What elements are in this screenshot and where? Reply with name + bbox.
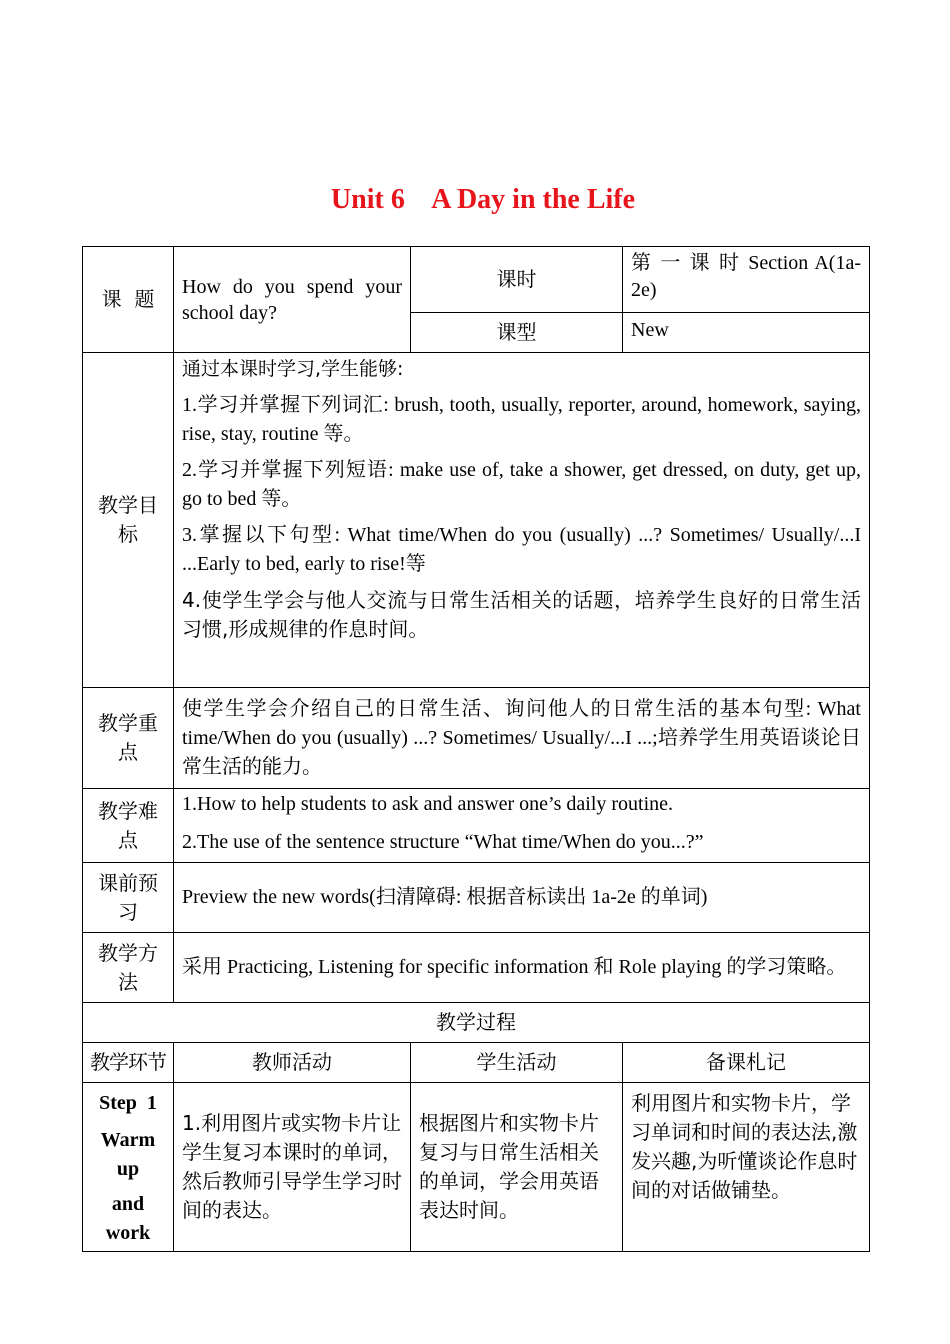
- methods-label: 教学方法: [83, 933, 174, 1003]
- process-header-row: [83, 1043, 870, 1083]
- period-value: 第 一 课 时 Section A(1a-2e): [623, 247, 870, 313]
- objective-item-3: 3.掌握以下句型: What time/When do you (usually) ...? Sometimes/ Usually/...I ...Early to bed, early to rise!等: [182, 524, 861, 575]
- student-activity: 根据图片和实物卡片复习与日常生活相关的单词，学会用英语表达时间。: [411, 1083, 623, 1252]
- step-cell: [83, 1083, 174, 1252]
- document-title: Unit 6 A Day in the Life: [330, 184, 636, 215]
- methods-text: 采用 Practicing, Listening for specific information 和 Role playing 的学习策略。: [174, 933, 870, 1003]
- difficulty-item-2: 2.The use of the sentence structure “What time/When do you...?”: [182, 831, 704, 853]
- key-points-label: 教学重点: [83, 688, 174, 789]
- lesson-plan-table: [82, 246, 870, 1252]
- objective-item-4: 4.使学生学会与他人交流与日常生活相关的话题，培养学生良好的日常生活习惯,形成规律的作息时间。: [182, 588, 861, 641]
- type-value: New: [623, 313, 870, 353]
- objectives-label: 教学目标: [83, 353, 174, 688]
- objective-item-1: 1.学习并掌握下列词汇: brush, tooth, usually, reporter, around, homework, saying, rise, stay, routine 等。: [182, 394, 861, 445]
- teacher-activity: 1.利用图片或实物卡片让学生复习本课时的单词，然后教师引导学生学习时间的表达。: [174, 1083, 411, 1252]
- process-title: 教学过程: [83, 1003, 870, 1043]
- difficulties-content: [174, 789, 870, 863]
- type-label: 课型: [411, 313, 623, 353]
- objectives-intro: 通过本课时学习,学生能够:: [182, 358, 404, 380]
- period-label: 课时: [411, 247, 623, 313]
- objectives-row: [83, 353, 870, 688]
- topic-label: 课 题: [83, 247, 174, 353]
- difficulty-item-1: 1.How to help students to ask and answer one’s daily routine.: [182, 793, 674, 815]
- key-points-row: [83, 688, 870, 789]
- difficulties-row: [83, 789, 870, 863]
- step-name-continued: and work: [105, 1193, 151, 1244]
- objective-item-2: 2.学习并掌握下列短语: make use of, take a shower, get dressed, on duty, get up, go to bed 等。: [182, 459, 861, 510]
- objectives-content: [174, 353, 870, 688]
- difficulties-label: 教学难点: [83, 789, 174, 863]
- column-header-student: 学生活动: [411, 1043, 623, 1083]
- preview-label: 课前预习: [83, 863, 174, 933]
- methods-row: [83, 933, 870, 1003]
- column-header-teacher: 教师活动: [174, 1043, 411, 1083]
- topic-value: How do you spend your school day?: [174, 247, 411, 353]
- column-header-step: 教学环节: [83, 1043, 174, 1083]
- key-points-text: 使学生学会介绍自己的日常生活、询问他人的日常生活的基本句型: What time/When do you (usually) ...? Sometimes/ Usually/...I ...;培养学生用英语谈论日常生活的能力。: [174, 688, 870, 789]
- preview-row: [83, 863, 870, 933]
- process-row: [83, 1083, 870, 1252]
- step-number: Step 1: [99, 1092, 157, 1114]
- preview-text: Preview the new words(扫清障碍: 根据音标读出 1a-2e 的单词): [174, 863, 870, 933]
- column-header-notes: 备课札记: [623, 1043, 870, 1083]
- topic-row: [83, 247, 870, 313]
- step-name: Warm up: [100, 1129, 156, 1180]
- process-title-row: [83, 1003, 870, 1043]
- lesson-notes: 利用图片和实物卡片，学习单词和时间的表达法,激发兴趣,为听懂谈论作息时间的对话做铺垫。: [623, 1083, 870, 1252]
